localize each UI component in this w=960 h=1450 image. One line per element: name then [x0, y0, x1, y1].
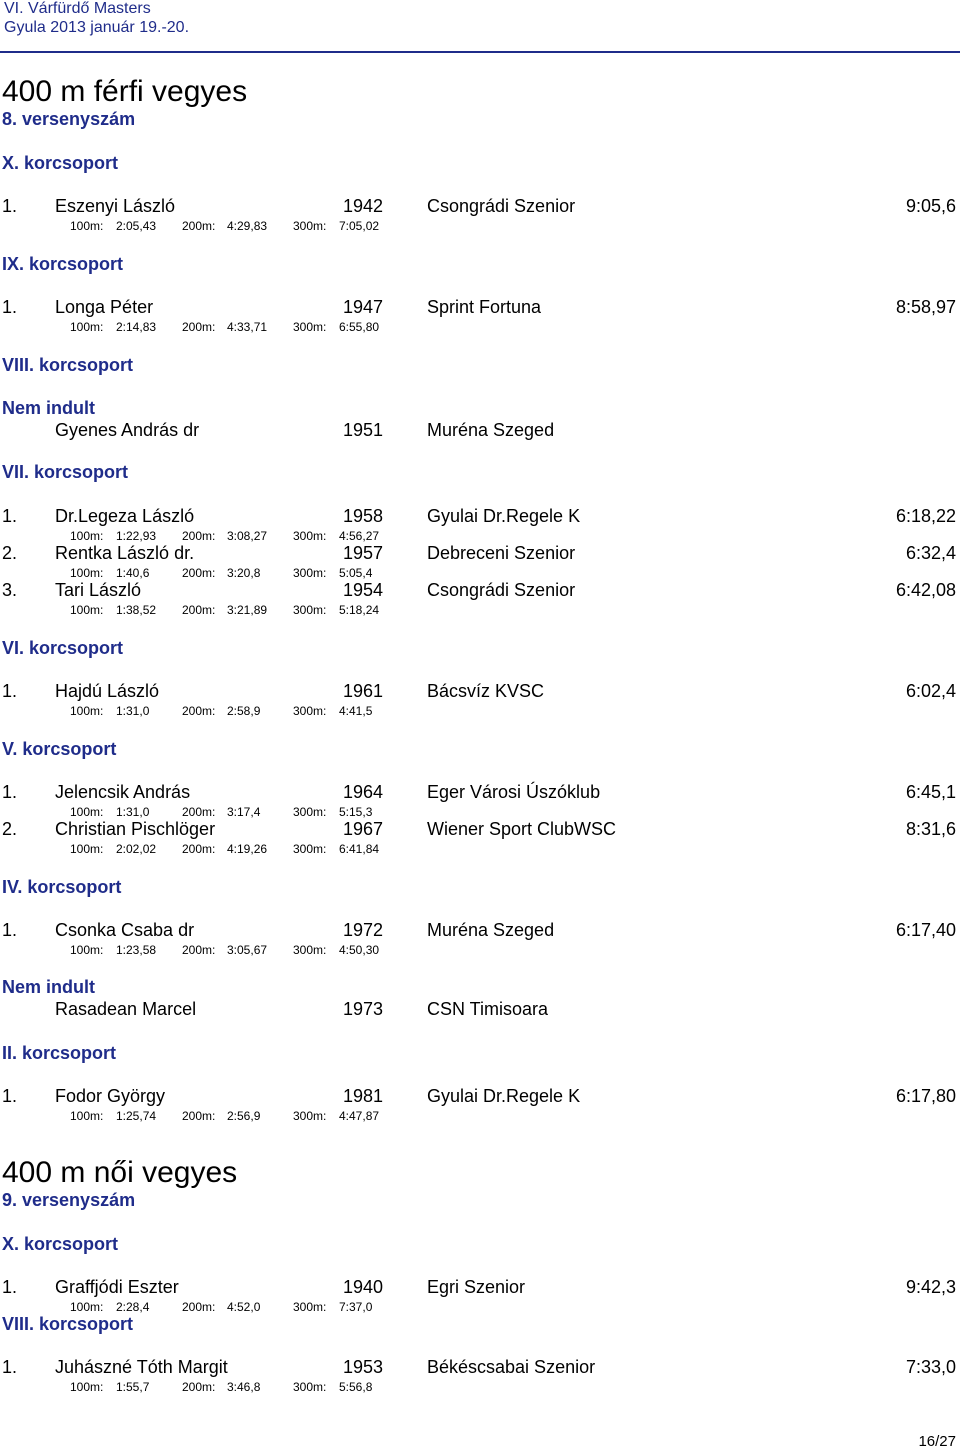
split-label: 300m:: [293, 529, 327, 543]
result-place: 3.: [2, 580, 18, 600]
result-name: Dr.Legeza László: [55, 506, 195, 526]
result-place: 1.: [2, 196, 18, 216]
split-value: 6:41,84: [339, 842, 380, 856]
result-time: 6:18,22: [895, 506, 956, 526]
not-started-club: CSN Timisoara: [427, 999, 549, 1019]
result-time: 6:17,80: [895, 1086, 956, 1106]
split-value: 1:25,74: [116, 1109, 157, 1123]
header-subtitle: Gyula 2013 január 19.-20.: [4, 19, 190, 36]
page-number: 16/27: [918, 1433, 956, 1450]
not-started-name: Rasadean Marcel: [55, 999, 197, 1019]
split-label: 300m:: [293, 842, 327, 856]
result-time: 6:45,1: [905, 782, 956, 802]
split-value: 5:05,4: [339, 566, 373, 580]
split-value: 7:37,0: [339, 1300, 373, 1314]
split-value: 4:52,0: [227, 1300, 261, 1314]
split-label: 300m:: [293, 219, 327, 233]
result-club: Gyulai Dr.Regele K: [427, 506, 581, 526]
split-value: 1:31,0: [116, 704, 150, 718]
result-name: Fodor György: [55, 1086, 166, 1106]
not-started-club: Muréna Szeged: [427, 420, 555, 440]
split-value: 5:18,24: [339, 603, 380, 617]
split-label: 200m:: [182, 842, 216, 856]
split-label: 100m:: [70, 219, 104, 233]
split-label: 300m:: [293, 566, 327, 580]
category-heading: IX. korcsoport: [2, 254, 124, 274]
result-name: Christian Pischlöger: [55, 819, 216, 839]
split-label: 300m:: [293, 943, 327, 957]
split-label: 300m:: [293, 320, 327, 334]
split-label: 200m:: [182, 943, 216, 957]
not-started-name: Gyenes András dr: [55, 420, 200, 440]
split-label: 100m:: [70, 320, 104, 334]
result-place: 1.: [2, 297, 18, 317]
result-year: 1967: [343, 819, 384, 839]
split-label: 200m:: [182, 603, 216, 617]
split-label: 100m:: [70, 603, 104, 617]
category-heading: VI. korcsoport: [2, 638, 124, 658]
split-value: 5:56,8: [339, 1380, 373, 1394]
result-place: 1.: [2, 681, 18, 701]
result-year: 1942: [343, 196, 384, 216]
result-time: 8:31,6: [905, 819, 956, 839]
result-club: Egri Szenior: [427, 1277, 526, 1297]
result-place: 2.: [2, 819, 18, 839]
split-label: 100m:: [70, 842, 104, 856]
result-time: 6:32,4: [905, 543, 956, 563]
category-heading: VII. korcsoport: [2, 462, 129, 482]
split-value: 4:41,5: [339, 704, 373, 718]
split-label: 200m:: [182, 566, 216, 580]
result-club: Gyulai Dr.Regele K: [427, 1086, 581, 1106]
split-value: 5:15,3: [339, 805, 373, 819]
not-started-label: Nem indult: [2, 977, 95, 997]
split-value: 1:22,93: [116, 529, 157, 543]
result-name: Hajdú László: [55, 681, 160, 701]
result-place: 1.: [2, 782, 18, 802]
split-label: 100m:: [70, 943, 104, 957]
split-label: 100m:: [70, 529, 104, 543]
split-value: 1:55,7: [116, 1380, 150, 1394]
result-year: 1972: [343, 920, 384, 940]
split-label: 200m:: [182, 805, 216, 819]
result-time: 9:05,6: [905, 196, 956, 216]
split-label: 300m:: [293, 603, 327, 617]
result-club: Muréna Szeged: [427, 920, 555, 940]
split-value: 3:05,67: [227, 943, 268, 957]
result-year: 1964: [343, 782, 384, 802]
result-time: 7:33,0: [905, 1357, 956, 1377]
result-name: Longa Péter: [55, 297, 154, 317]
not-started-year: 1951: [343, 420, 384, 440]
split-value: 4:33,71: [227, 320, 268, 334]
not-started-label: Nem indult: [2, 398, 95, 418]
result-place: 1.: [2, 1277, 18, 1297]
result-club: Békéscsabai Szenior: [427, 1357, 596, 1377]
split-label: 100m:: [70, 566, 104, 580]
result-name: Eszenyi László: [55, 196, 176, 216]
header-title: VI. Várfürdő Masters: [4, 0, 151, 17]
result-name: Jelencsik András: [55, 782, 191, 802]
result-club: Sprint Fortuna: [427, 297, 542, 317]
split-value: 3:17,4: [227, 805, 261, 819]
split-label: 300m:: [293, 1109, 327, 1123]
result-place: 1.: [2, 506, 18, 526]
split-value: 4:29,83: [227, 219, 268, 233]
split-value: 3:20,8: [227, 566, 261, 580]
result-year: 1957: [343, 543, 384, 563]
split-value: 1:23,58: [116, 943, 157, 957]
split-label: 100m:: [70, 1109, 104, 1123]
event-title: 400 m férfi vegyes: [2, 75, 248, 108]
split-value: 7:05,02: [339, 219, 380, 233]
result-place: 1.: [2, 1086, 18, 1106]
result-name: Tari László: [55, 580, 142, 600]
split-label: 200m:: [182, 529, 216, 543]
result-time: 8:58,97: [895, 297, 956, 317]
category-heading: IV. korcsoport: [2, 877, 122, 897]
not-started-year: 1973: [343, 999, 384, 1019]
split-label: 200m:: [182, 1380, 216, 1394]
split-value: 2:14,83: [116, 320, 157, 334]
result-club: Csongrádi Szenior: [427, 196, 576, 216]
event-number: 8. versenyszám: [2, 109, 136, 129]
result-year: 1981: [343, 1086, 384, 1106]
split-label: 100m:: [70, 704, 104, 718]
result-year: 1953: [343, 1357, 384, 1377]
event-number: 9. versenyszám: [2, 1190, 136, 1210]
split-value: 2:02,02: [116, 842, 157, 856]
result-club: Bácsvíz KVSC: [427, 681, 545, 701]
event-title: 400 m női vegyes: [2, 1156, 238, 1189]
result-place: 1.: [2, 1357, 18, 1377]
header-rule: [0, 51, 960, 53]
split-value: 1:40,6: [116, 566, 150, 580]
split-label: 100m:: [70, 805, 104, 819]
category-heading: X. korcsoport: [2, 153, 119, 173]
split-label: 200m:: [182, 219, 216, 233]
result-year: 1961: [343, 681, 384, 701]
split-value: 4:19,26: [227, 842, 268, 856]
split-value: 3:46,8: [227, 1380, 261, 1394]
result-club: Eger Városi Úszóklub: [427, 782, 601, 802]
split-value: 4:56,27: [339, 529, 380, 543]
result-year: 1947: [343, 297, 384, 317]
result-place: 1.: [2, 920, 18, 940]
result-name: Juhászné Tóth Margit: [55, 1357, 228, 1377]
result-year: 1958: [343, 506, 384, 526]
category-heading: X. korcsoport: [2, 1234, 119, 1254]
split-value: 3:08,27: [227, 529, 268, 543]
result-year: 1940: [343, 1277, 384, 1297]
split-value: 2:28,4: [116, 1300, 150, 1314]
category-heading: II. korcsoport: [2, 1043, 117, 1063]
split-value: 4:47,87: [339, 1109, 380, 1123]
split-label: 200m:: [182, 1109, 216, 1123]
result-club: Csongrádi Szenior: [427, 580, 576, 600]
split-label: 100m:: [70, 1380, 104, 1394]
split-value: 4:50,30: [339, 943, 380, 957]
result-name: Csonka Csaba dr: [55, 920, 195, 940]
split-value: 3:21,89: [227, 603, 268, 617]
result-year: 1954: [343, 580, 384, 600]
category-heading: V. korcsoport: [2, 739, 117, 759]
split-label: 300m:: [293, 1380, 327, 1394]
result-club: Debreceni Szenior: [427, 543, 576, 563]
result-time: 9:42,3: [905, 1277, 956, 1297]
split-value: 2:05,43: [116, 219, 157, 233]
result-name: Graffjódi Eszter: [55, 1277, 179, 1297]
split-value: 2:58,9: [227, 704, 261, 718]
result-time: 6:17,40: [895, 920, 956, 940]
split-value: 1:31,0: [116, 805, 150, 819]
split-label: 300m:: [293, 704, 327, 718]
split-label: 200m:: [182, 704, 216, 718]
split-label: 100m:: [70, 1300, 104, 1314]
result-name: Rentka László dr.: [55, 543, 195, 563]
split-value: 1:38,52: [116, 603, 157, 617]
split-value: 6:55,80: [339, 320, 380, 334]
split-label: 300m:: [293, 1300, 327, 1314]
result-time: 6:02,4: [905, 681, 956, 701]
split-label: 200m:: [182, 320, 216, 334]
result-place: 2.: [2, 543, 18, 563]
split-label: 200m:: [182, 1300, 216, 1314]
result-club: Wiener Sport ClubWSC: [427, 819, 617, 839]
split-label: 300m:: [293, 805, 327, 819]
split-value: 2:56,9: [227, 1109, 261, 1123]
result-time: 6:42,08: [895, 580, 956, 600]
category-heading: VIII. korcsoport: [2, 1314, 134, 1334]
category-heading: VIII. korcsoport: [2, 355, 134, 375]
